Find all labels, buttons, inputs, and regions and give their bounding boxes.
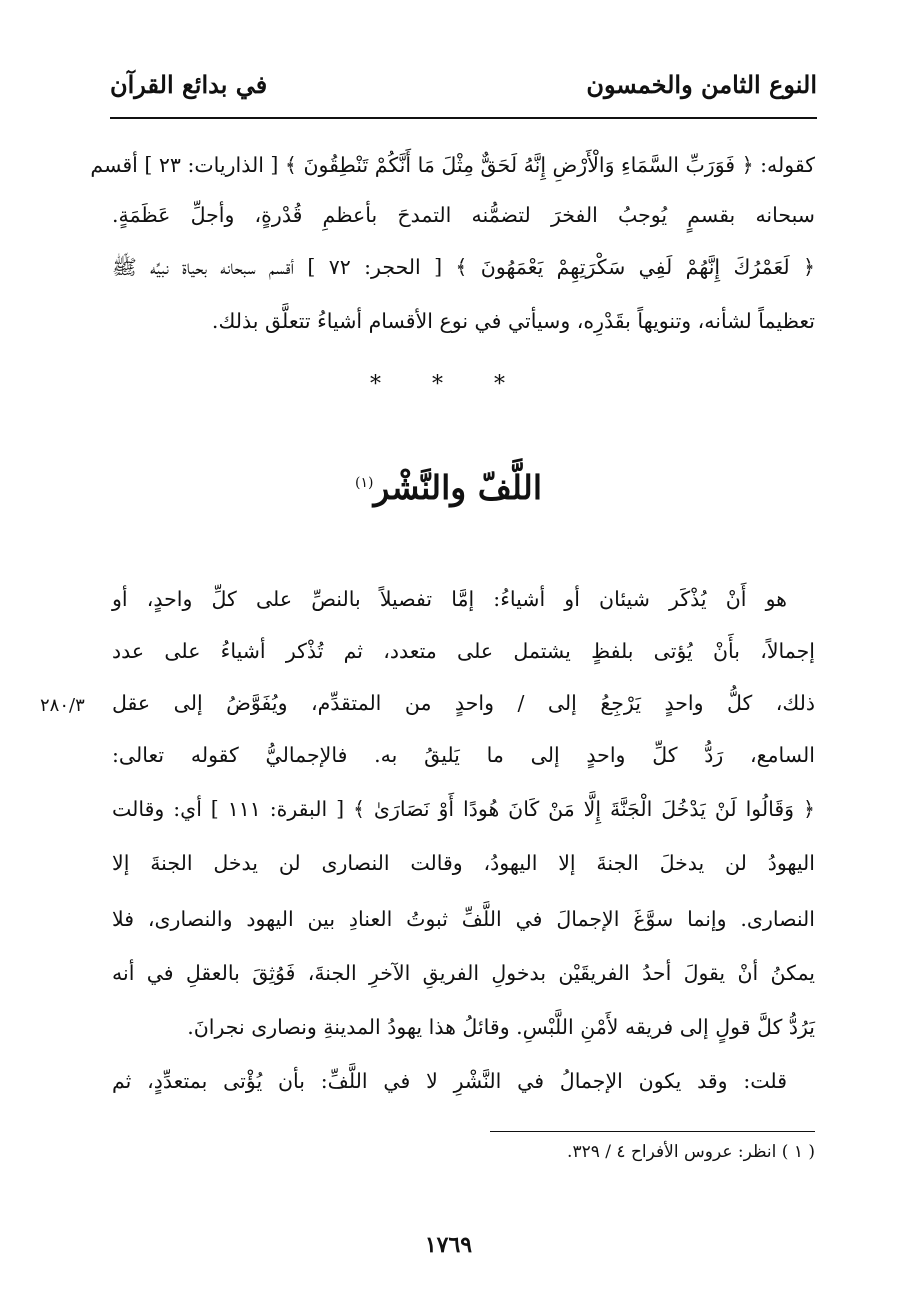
paragraph-line: إجمالاً، بأَنْ يُؤتى بلفظٍ يشتمل على متعدد، ثم تُذْكر أشياءُ على عدد xyxy=(112,639,815,663)
footnote: ( ١ ) انظر: عروس الأفراح ٤ / ٣٢٩. xyxy=(567,1142,815,1162)
paragraph-line: يَرُدُّ كلَّ قولٍ إلى فريقه لأَمْنِ اللَّبْسِ. وقائلُ هذا يهودُ المدينةِ ونصارى نجرانَ. xyxy=(187,1015,815,1039)
running-header xyxy=(110,70,817,110)
section-title-text: اللَّفّ والنَّشْر xyxy=(373,468,543,507)
paragraph-line: السامع، رَدُّ كلِّ واحدٍ إلى ما يَليقُ به. فالإجماليُّ كقوله تعالى: xyxy=(112,743,815,767)
section-separator: * * * xyxy=(370,372,527,397)
paragraph-line: ﴿ وَقَالُوا لَنْ يَدْخُلَ الْجَنَّةَ إِلَّا مَنْ كَانَ هُودًا أَوْ نَصَارَىٰ ﴾ [ البقرة: ١١١ ] أي: وقالت xyxy=(112,797,815,821)
margin-page-reference: ٢٨٠/٣ xyxy=(40,695,85,716)
paragraph-line: سبحانه بقسمٍ يُوجبُ الفخرَ لتضمُّنه التمدحَ بأعظمِ قُدْرةٍ، وأجلِّ عَظَمَةٍ. xyxy=(112,203,815,227)
paragraph-line: هو أَنْ يُذْكَر شيئان أو أشياءُ: إمَّا تفصيلاً بالنصِّ على كلِّ واحدٍ، أو xyxy=(112,587,787,611)
chapter-heading: النوع الثامن والخمسون xyxy=(586,70,817,99)
footnote-ref: (١) xyxy=(354,475,374,491)
paragraph-line: تعظيماً لشأنه، وتنويهاً بقَدْرِه، وسيأتي في نوع الأقسام أشياءُ تتعلَّق بذلك. xyxy=(211,309,815,333)
header-divider xyxy=(110,117,817,119)
page-number: ١٧٦٩ xyxy=(424,1232,473,1258)
paragraph-line: ذلك، كلُّ واحدٍ يَرْجِعُ إلى / واحدٍ من المتقدِّم، ويُفَوَّضُ إلى عقل xyxy=(112,691,815,715)
paragraph-line: اليهودُ لن يدخلَ الجنةَ إلا اليهودُ، وقالت النصارى لن يدخل الجنةَ إلا xyxy=(112,851,816,875)
book-title: في بدائع القرآن xyxy=(110,70,268,99)
paragraph-line: قلت: وقد يكون الإجمالُ في النَّشْرِ لا في اللَّفِّ: بأن يُؤْتى بمتعدِّدٍ، ثم xyxy=(112,1069,787,1093)
paragraph-line: النصارى. وإنما سوَّغَ الإجمالَ في اللَّفِّ ثبوتُ العنادِ بين اليهود والنصارى، فلا xyxy=(112,907,815,931)
footnote-divider xyxy=(490,1131,815,1132)
paragraph-line: يمكنُ أنْ يقولَ أحدُ الفريقَيْن بدخولِ الفريقِ الآخرِ الجنةَ، فَوُثِقَ بالعقلِ في أنه xyxy=(112,961,815,985)
paragraph-line: كقوله: ﴿ فَوَرَبِّ السَّمَاءِ وَالْأَرْضِ إِنَّهُ لَحَقٌّ مِثْلَ مَا أَنَّكُمْ تَنْطِقُونَ ﴾ [ الذاريات: ٢٣ ] أقسم xyxy=(90,153,815,177)
paragraph-line: ﴿ لَعَمْرُكَ إِنَّهُمْ لَفِي سَكْرَتِهِمْ يَعْمَهُونَ ﴾ [ الحجر: ٧٢ ] أقسم سبحانه بحياة نبيِّه ﷺ xyxy=(112,255,816,279)
section-title xyxy=(0,468,897,507)
